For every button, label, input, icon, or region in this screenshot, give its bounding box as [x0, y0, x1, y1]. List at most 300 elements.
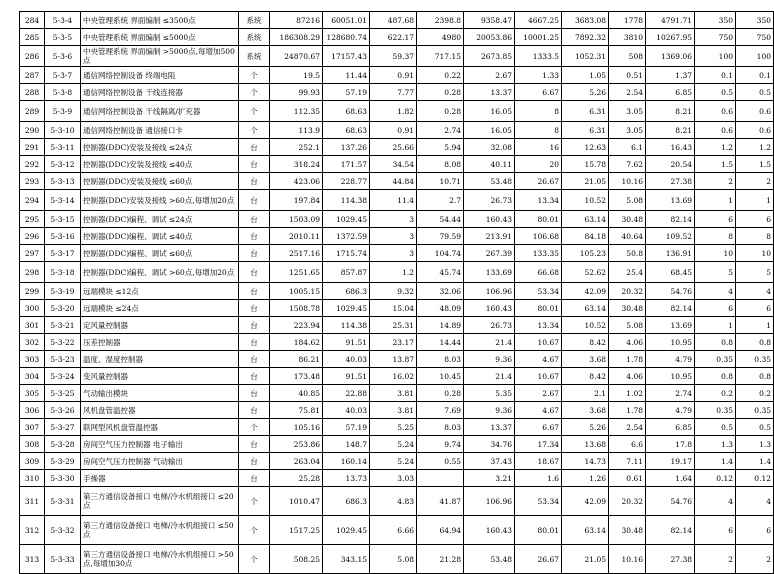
- quota-code-cell: 5-3-5: [45, 29, 81, 46]
- value-cell: 622.17: [370, 29, 417, 46]
- table-row: [20, 470, 774, 487]
- value-cell: 0.1: [695, 67, 736, 84]
- value-cell: 8.21: [646, 122, 695, 139]
- table-row: [20, 516, 774, 545]
- value-cell: 0.6: [695, 122, 736, 139]
- value-cell: 34.76: [464, 436, 515, 453]
- value-cell: 68.45: [646, 262, 695, 283]
- unit-cell: 台: [239, 453, 270, 470]
- value-cell: 0.8: [695, 334, 736, 351]
- value-cell: 1.26: [562, 470, 609, 487]
- item-name-cell: 控制器(DDC)安装及接线 >60点,每增加20点: [81, 190, 239, 211]
- value-cell: 2: [736, 545, 774, 574]
- unit-cell: 个: [239, 101, 270, 122]
- value-cell: 686.3: [323, 487, 370, 516]
- quota-code-cell: 5-3-21: [45, 317, 81, 334]
- quota-code-cell: 5-3-31: [45, 487, 81, 516]
- value-cell: 1.33: [515, 67, 562, 84]
- value-cell: 0.8: [736, 334, 774, 351]
- unit-cell: 台: [239, 211, 270, 228]
- row-number-cell: 313: [20, 545, 45, 574]
- value-cell: 0.12: [695, 470, 736, 487]
- value-cell: 9.32: [370, 283, 417, 300]
- quota-table-body: [20, 12, 774, 574]
- table-row: [20, 351, 774, 368]
- value-cell: 10.71: [417, 173, 464, 190]
- value-cell: 112.35: [270, 101, 323, 122]
- quota-code-cell: 5-3-29: [45, 453, 81, 470]
- value-cell: 1.3: [736, 436, 774, 453]
- value-cell: 87216: [270, 12, 323, 29]
- value-cell: 104.74: [417, 245, 464, 262]
- value-cell: 0.1: [736, 67, 774, 84]
- value-cell: 1005.15: [270, 283, 323, 300]
- value-cell: 2398.8: [417, 12, 464, 29]
- table-row: [20, 101, 774, 122]
- quota-table-container: [19, 11, 774, 574]
- value-cell: 10.67: [515, 368, 562, 385]
- value-cell: 114.38: [323, 317, 370, 334]
- value-cell: 5.08: [370, 545, 417, 574]
- quota-code-cell: 5-3-14: [45, 190, 81, 211]
- row-number-cell: 295: [20, 211, 45, 228]
- value-cell: 13.34: [515, 317, 562, 334]
- item-name-cell: 压差控制器: [81, 334, 239, 351]
- value-cell: 30.48: [609, 300, 646, 317]
- value-cell: 2: [736, 173, 774, 190]
- value-cell: 6.67: [515, 84, 562, 101]
- value-cell: 16.43: [646, 139, 695, 156]
- value-cell: 1508.78: [270, 300, 323, 317]
- value-cell: 5.24: [370, 436, 417, 453]
- value-cell: 48.09: [417, 300, 464, 317]
- table-row: [20, 84, 774, 101]
- value-cell: 6: [736, 516, 774, 545]
- value-cell: 133.69: [464, 262, 515, 283]
- value-cell: 0.28: [417, 101, 464, 122]
- value-cell: 750: [736, 29, 774, 46]
- value-cell: 4667.25: [515, 12, 562, 29]
- row-number-cell: 311: [20, 487, 45, 516]
- value-cell: 6.66: [370, 516, 417, 545]
- value-cell: 1778: [609, 12, 646, 29]
- unit-cell: 台: [239, 156, 270, 173]
- value-cell: 213.91: [464, 228, 515, 245]
- value-cell: 3.81: [370, 402, 417, 419]
- row-number-cell: 288: [20, 84, 45, 101]
- value-cell: 0.2: [736, 385, 774, 402]
- value-cell: 173.48: [270, 368, 323, 385]
- value-cell: 2: [695, 545, 736, 574]
- value-cell: 60051.01: [323, 12, 370, 29]
- table-row: [20, 67, 774, 84]
- item-name-cell: 控制器(DDC)编程、调试 ≤40点: [81, 228, 239, 245]
- value-cell: 160.43: [464, 211, 515, 228]
- value-cell: 86.21: [270, 351, 323, 368]
- table-row: [20, 436, 774, 453]
- value-cell: 1369.06: [646, 46, 695, 67]
- table-row: [20, 385, 774, 402]
- quota-code-cell: 5-3-7: [45, 67, 81, 84]
- value-cell: 508: [609, 46, 646, 67]
- value-cell: 2.74: [417, 122, 464, 139]
- table-row: [20, 545, 774, 574]
- item-name-cell: 通信网络控制设备 终端电阻: [81, 67, 239, 84]
- item-name-cell: 定风量控制器: [81, 317, 239, 334]
- value-cell: 263.04: [270, 453, 323, 470]
- value-cell: 13.37: [464, 84, 515, 101]
- value-cell: 1: [695, 317, 736, 334]
- unit-cell: 台: [239, 368, 270, 385]
- value-cell: 40.11: [464, 156, 515, 173]
- value-cell: 3.03: [370, 470, 417, 487]
- value-cell: 6: [695, 211, 736, 228]
- value-cell: 184.62: [270, 334, 323, 351]
- value-cell: 21.28: [417, 545, 464, 574]
- value-cell: 0.8: [736, 368, 774, 385]
- value-cell: [417, 470, 464, 487]
- value-cell: 1029.45: [323, 516, 370, 545]
- quota-code-cell: 5-3-8: [45, 84, 81, 101]
- value-cell: 82.14: [646, 300, 695, 317]
- unit-cell: 台: [239, 190, 270, 211]
- value-cell: 686.3: [323, 283, 370, 300]
- value-cell: 7.62: [609, 156, 646, 173]
- row-number-cell: 301: [20, 317, 45, 334]
- value-cell: 160.43: [464, 300, 515, 317]
- row-number-cell: 312: [20, 516, 45, 545]
- value-cell: 16: [515, 139, 562, 156]
- table-row: [20, 487, 774, 516]
- value-cell: 1: [736, 190, 774, 211]
- value-cell: 32.08: [464, 139, 515, 156]
- value-cell: 1.6: [515, 470, 562, 487]
- value-cell: 0.5: [695, 84, 736, 101]
- quota-code-cell: 5-3-6: [45, 46, 81, 67]
- value-cell: 13.37: [464, 419, 515, 436]
- value-cell: 11.4: [370, 190, 417, 211]
- value-cell: 4: [695, 487, 736, 516]
- value-cell: 25.4: [609, 262, 646, 283]
- table-row: [20, 368, 774, 385]
- value-cell: 1.4: [695, 453, 736, 470]
- value-cell: 8: [736, 228, 774, 245]
- value-cell: 3810: [609, 29, 646, 46]
- value-cell: 26.73: [464, 317, 515, 334]
- value-cell: 5.26: [562, 419, 609, 436]
- value-cell: 80.01: [515, 300, 562, 317]
- value-cell: 32.06: [417, 283, 464, 300]
- value-cell: 14.73: [562, 453, 609, 470]
- value-cell: 25.31: [370, 317, 417, 334]
- value-cell: 252.1: [270, 139, 323, 156]
- value-cell: 223.94: [270, 317, 323, 334]
- value-cell: 253.86: [270, 436, 323, 453]
- unit-cell: 台: [239, 385, 270, 402]
- value-cell: 53.34: [515, 283, 562, 300]
- value-cell: 487.68: [370, 12, 417, 29]
- unit-cell: 台: [239, 402, 270, 419]
- value-cell: 0.8: [695, 368, 736, 385]
- value-cell: 1.05: [562, 67, 609, 84]
- table-row: [20, 453, 774, 470]
- value-cell: 16.02: [370, 368, 417, 385]
- value-cell: 1.3: [695, 436, 736, 453]
- value-cell: 1372.59: [323, 228, 370, 245]
- value-cell: 106.68: [515, 228, 562, 245]
- value-cell: 2: [695, 173, 736, 190]
- value-cell: 14.89: [417, 317, 464, 334]
- value-cell: 21.4: [464, 368, 515, 385]
- value-cell: 80.01: [515, 516, 562, 545]
- value-cell: 40.03: [323, 402, 370, 419]
- value-cell: 7.77: [370, 84, 417, 101]
- value-cell: 3: [370, 228, 417, 245]
- value-cell: 10.16: [609, 545, 646, 574]
- item-name-cell: 控制器(DDC)编程、调试 ≤24点: [81, 211, 239, 228]
- value-cell: 9.36: [464, 402, 515, 419]
- value-cell: 6.85: [646, 84, 695, 101]
- value-cell: 0.91: [370, 67, 417, 84]
- value-cell: 6: [695, 300, 736, 317]
- value-cell: 68.63: [323, 101, 370, 122]
- value-cell: 2517.16: [270, 245, 323, 262]
- value-cell: 8: [515, 101, 562, 122]
- quota-code-cell: 5-3-27: [45, 419, 81, 436]
- unit-cell: 台: [239, 334, 270, 351]
- quota-code-cell: 5-3-17: [45, 245, 81, 262]
- value-cell: 44.84: [370, 173, 417, 190]
- value-cell: 91.51: [323, 334, 370, 351]
- value-cell: 6.31: [562, 101, 609, 122]
- item-name-cell: 风机盘管温控器: [81, 402, 239, 419]
- row-number-cell: 306: [20, 402, 45, 419]
- value-cell: 1.4: [736, 453, 774, 470]
- value-cell: 3.81: [370, 385, 417, 402]
- value-cell: 17.34: [515, 436, 562, 453]
- value-cell: 27.38: [646, 545, 695, 574]
- table-row: [20, 211, 774, 228]
- item-name-cell: 通信网络控制设备 干线隔离/扩充器: [81, 101, 239, 122]
- value-cell: 6.67: [515, 419, 562, 436]
- row-number-cell: 293: [20, 173, 45, 190]
- value-cell: 1.37: [646, 67, 695, 84]
- row-number-cell: 296: [20, 228, 45, 245]
- item-name-cell: 房间空气压力控制器 气动输出: [81, 453, 239, 470]
- value-cell: 9358.47: [464, 12, 515, 29]
- row-number-cell: 305: [20, 385, 45, 402]
- value-cell: 7892.32: [562, 29, 609, 46]
- value-cell: 7.69: [417, 402, 464, 419]
- value-cell: 82.14: [646, 211, 695, 228]
- quota-code-cell: 5-3-19: [45, 283, 81, 300]
- value-cell: 0.61: [609, 470, 646, 487]
- unit-cell: 台: [239, 173, 270, 190]
- value-cell: 5.94: [417, 139, 464, 156]
- value-cell: 0.6: [695, 101, 736, 122]
- value-cell: 20.32: [609, 283, 646, 300]
- table-row: [20, 317, 774, 334]
- value-cell: 1029.45: [323, 300, 370, 317]
- item-name-cell: 控制器(DDC)安装及接线 ≤40点: [81, 156, 239, 173]
- value-cell: 160.43: [464, 516, 515, 545]
- quota-code-cell: 5-3-11: [45, 139, 81, 156]
- value-cell: 0.5: [736, 419, 774, 436]
- value-cell: 16.05: [464, 122, 515, 139]
- value-cell: 197.84: [270, 190, 323, 211]
- quota-code-cell: 5-3-23: [45, 351, 81, 368]
- quota-code-cell: 5-3-13: [45, 173, 81, 190]
- unit-cell: 个: [239, 419, 270, 436]
- value-cell: 1: [736, 317, 774, 334]
- unit-cell: 个: [239, 122, 270, 139]
- value-cell: 6.85: [646, 419, 695, 436]
- value-cell: 4: [695, 283, 736, 300]
- value-cell: 5: [736, 262, 774, 283]
- value-cell: 63.14: [562, 211, 609, 228]
- item-name-cell: 中央管理系统 界面编制 >5000点,每增加500点: [81, 46, 239, 67]
- value-cell: 13.69: [646, 190, 695, 211]
- value-cell: 13.73: [323, 470, 370, 487]
- table-row: [20, 29, 774, 46]
- value-cell: 1333.5: [515, 46, 562, 67]
- quota-code-cell: 5-3-25: [45, 385, 81, 402]
- quota-table: [19, 11, 774, 574]
- unit-cell: 个: [239, 545, 270, 574]
- value-cell: 63.14: [562, 516, 609, 545]
- value-cell: 3: [370, 211, 417, 228]
- value-cell: 6.1: [609, 139, 646, 156]
- value-cell: 3.05: [609, 101, 646, 122]
- value-cell: 343.15: [323, 545, 370, 574]
- value-cell: 15.04: [370, 300, 417, 317]
- value-cell: 717.15: [417, 46, 464, 67]
- row-number-cell: 290: [20, 122, 45, 139]
- value-cell: 106.96: [464, 283, 515, 300]
- value-cell: 5.35: [464, 385, 515, 402]
- item-name-cell: 中央管理系统 界面编制 ≤5000点: [81, 29, 239, 46]
- unit-cell: 台: [239, 300, 270, 317]
- table-row: [20, 300, 774, 317]
- value-cell: 0.28: [417, 385, 464, 402]
- row-number-cell: 294: [20, 190, 45, 211]
- item-name-cell: 联网型风机盘管温控器: [81, 419, 239, 436]
- value-cell: 9.74: [417, 436, 464, 453]
- value-cell: 2.67: [515, 385, 562, 402]
- value-cell: 64.94: [417, 516, 464, 545]
- value-cell: 1.82: [370, 101, 417, 122]
- unit-cell: 系统: [239, 29, 270, 46]
- value-cell: 40.85: [270, 385, 323, 402]
- item-name-cell: 变风量控制器: [81, 368, 239, 385]
- row-number-cell: 285: [20, 29, 45, 46]
- value-cell: 17.8: [646, 436, 695, 453]
- value-cell: 2.74: [646, 385, 695, 402]
- value-cell: 2.1: [562, 385, 609, 402]
- value-cell: 228.77: [323, 173, 370, 190]
- value-cell: 0.6: [736, 122, 774, 139]
- value-cell: 53.48: [464, 173, 515, 190]
- quota-code-cell: 5-3-9: [45, 101, 81, 122]
- quota-code-cell: 5-3-15: [45, 211, 81, 228]
- value-cell: 84.18: [562, 228, 609, 245]
- value-cell: 2673.85: [464, 46, 515, 67]
- value-cell: 41.87: [417, 487, 464, 516]
- value-cell: 3: [370, 245, 417, 262]
- value-cell: 857.87: [323, 262, 370, 283]
- quota-code-cell: 5-3-30: [45, 470, 81, 487]
- value-cell: 0.55: [417, 453, 464, 470]
- item-name-cell: 手操器: [81, 470, 239, 487]
- value-cell: 1.78: [609, 351, 646, 368]
- value-cell: 0.5: [736, 84, 774, 101]
- value-cell: 40.03: [323, 351, 370, 368]
- value-cell: 3.68: [562, 351, 609, 368]
- table-row: [20, 228, 774, 245]
- value-cell: 114.38: [323, 190, 370, 211]
- item-name-cell: 控制器(DDC)编程、调试 ≤60点: [81, 245, 239, 262]
- value-cell: 1010.47: [270, 487, 323, 516]
- value-cell: 2.67: [464, 67, 515, 84]
- table-row: [20, 245, 774, 262]
- value-cell: 54.76: [646, 487, 695, 516]
- value-cell: 6: [695, 516, 736, 545]
- quota-code-cell: 5-3-18: [45, 262, 81, 283]
- value-cell: 26.73: [464, 190, 515, 211]
- value-cell: 9.36: [464, 351, 515, 368]
- table-row: [20, 190, 774, 211]
- value-cell: 1.64: [646, 470, 695, 487]
- value-cell: 10.52: [562, 317, 609, 334]
- value-cell: 3.05: [609, 122, 646, 139]
- item-name-cell: 中央管理系统 界面编制 ≤3500点: [81, 12, 239, 29]
- value-cell: 105.16: [270, 419, 323, 436]
- value-cell: 20.54: [646, 156, 695, 173]
- value-cell: 160.14: [323, 453, 370, 470]
- value-cell: 109.52: [646, 228, 695, 245]
- row-number-cell: 308: [20, 436, 45, 453]
- value-cell: 0.35: [736, 351, 774, 368]
- value-cell: 8.03: [417, 351, 464, 368]
- value-cell: 4.67: [515, 402, 562, 419]
- value-cell: 4.79: [646, 402, 695, 419]
- item-name-cell: 房间空气压力控制器 电子输出: [81, 436, 239, 453]
- row-number-cell: 289: [20, 101, 45, 122]
- item-name-cell: 远端模块 ≤12点: [81, 283, 239, 300]
- value-cell: 3.68: [562, 402, 609, 419]
- value-cell: 13.69: [646, 317, 695, 334]
- value-cell: 1251.65: [270, 262, 323, 283]
- value-cell: 6.6: [609, 436, 646, 453]
- value-cell: 23.17: [370, 334, 417, 351]
- value-cell: 100: [736, 46, 774, 67]
- item-name-cell: 温度、湿度控制器: [81, 351, 239, 368]
- value-cell: 8.08: [417, 156, 464, 173]
- value-cell: 99.93: [270, 84, 323, 101]
- value-cell: 10.16: [609, 173, 646, 190]
- value-cell: 100: [695, 46, 736, 67]
- table-row: [20, 283, 774, 300]
- value-cell: 8.42: [562, 334, 609, 351]
- row-number-cell: 299: [20, 283, 45, 300]
- value-cell: 10267.95: [646, 29, 695, 46]
- value-cell: 37.43: [464, 453, 515, 470]
- item-name-cell: 控制器(DDC)安装及接线 ≤60点: [81, 173, 239, 190]
- value-cell: 20: [515, 156, 562, 173]
- value-cell: 45.74: [417, 262, 464, 283]
- row-number-cell: 309: [20, 453, 45, 470]
- quota-code-cell: 5-3-32: [45, 516, 81, 545]
